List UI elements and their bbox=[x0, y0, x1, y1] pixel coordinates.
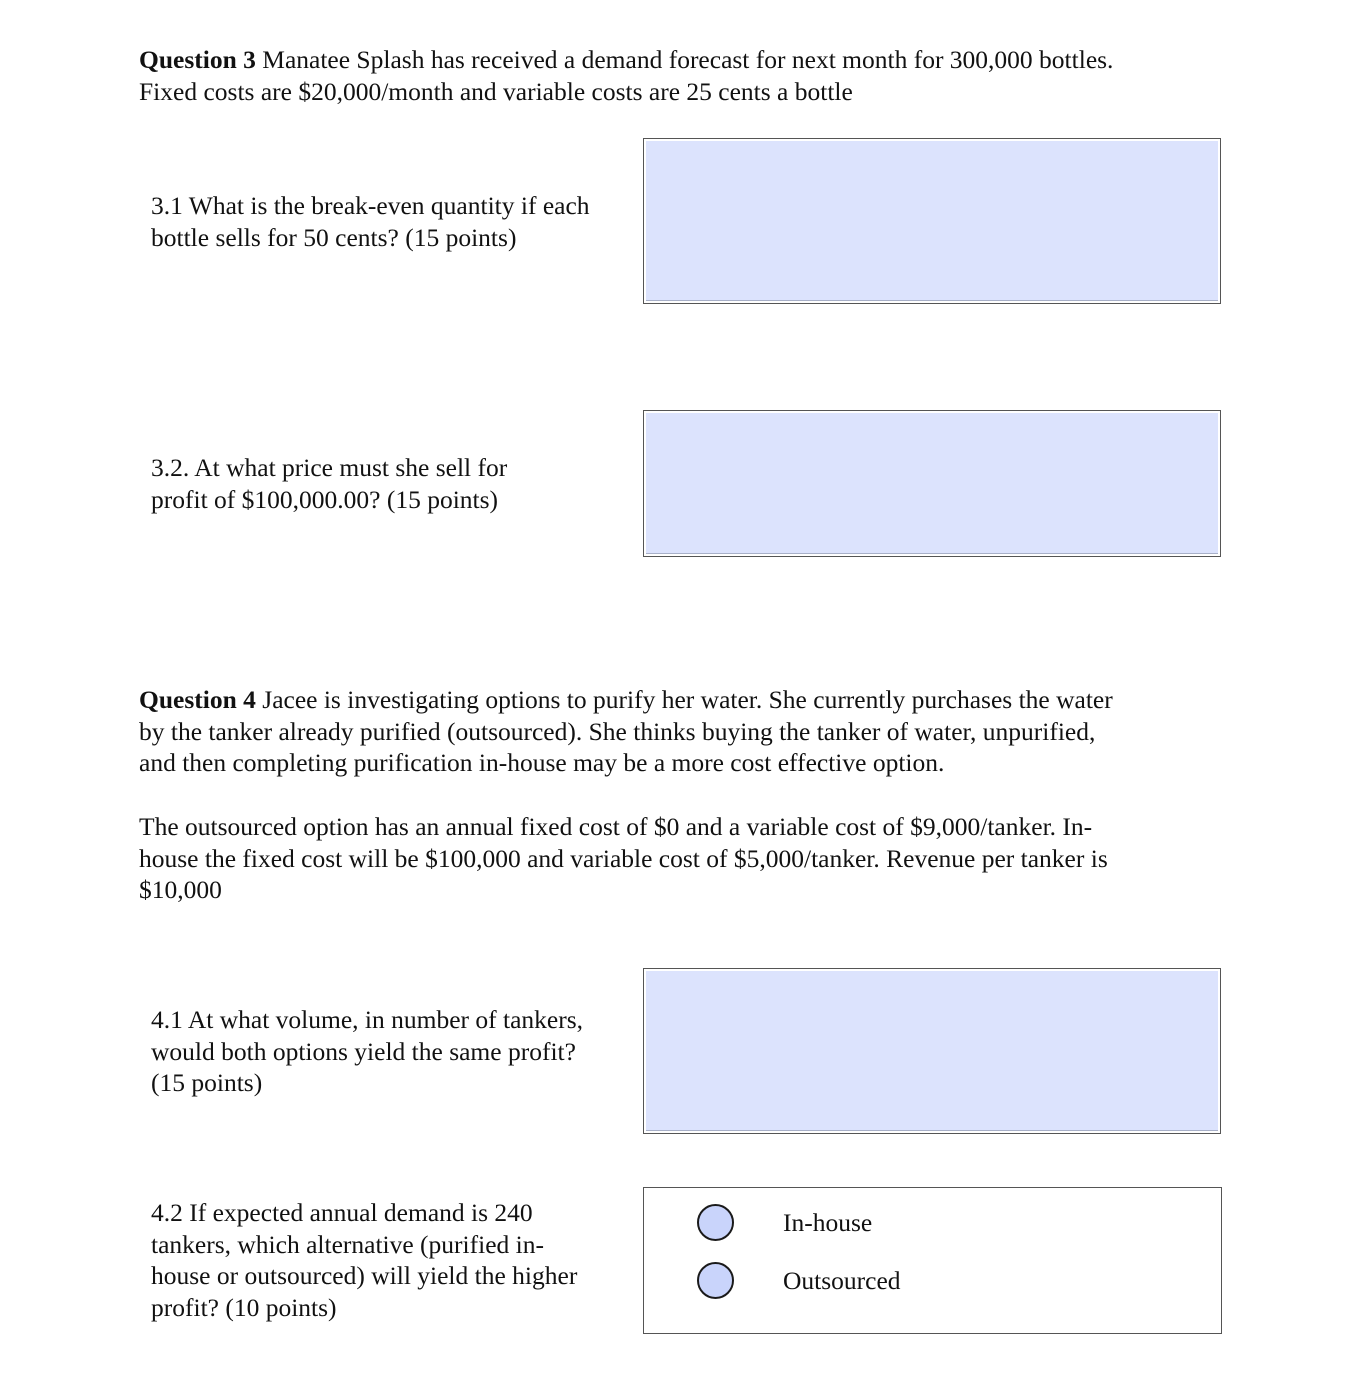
question-4-2-line1: 4.2 If expected annual demand is 240 bbox=[151, 1198, 533, 1227]
question-3-heading: Question 3 bbox=[139, 45, 256, 74]
question-4-2-prompt bbox=[151, 1197, 631, 1323]
radio-option-outsourced[interactable] bbox=[644, 1259, 1221, 1305]
question-3-1-line1: 3.1 What is the break-even quantity if each bbox=[151, 191, 590, 220]
question-4-1-line3: (15 points) bbox=[151, 1068, 263, 1097]
answer-field-3-1 bbox=[643, 138, 1221, 304]
answer-field-4-1 bbox=[643, 968, 1221, 1134]
question-4-1-line1: 4.1 At what volume, in number of tankers, bbox=[151, 1005, 584, 1034]
radio-option-in-house[interactable] bbox=[644, 1201, 1221, 1247]
question-3-1-line2: bottle sells for 50 cents? (15 points) bbox=[151, 222, 517, 252]
question-3-2-line1: 3.2. At what price must she sell for bbox=[151, 453, 508, 482]
question-3-1-prompt bbox=[151, 190, 631, 253]
answer-input-3-1[interactable] bbox=[644, 139, 1220, 303]
answer-input-4-1[interactable] bbox=[644, 969, 1220, 1133]
radio-button-outsourced[interactable] bbox=[697, 1262, 734, 1299]
question-3-text-line2: Fixed costs are $20,000/month and variable costs are 25 cents a bottle bbox=[139, 76, 853, 106]
answer-radio-group-4-2 bbox=[643, 1187, 1222, 1334]
question-4-p1-line2: by the tanker already purified (outsourced). She thinks buying the tanker of water, unpurified, bbox=[139, 716, 1096, 746]
question-4-2-line4: profit? (10 points) bbox=[151, 1292, 337, 1322]
question-4-cost-paragraph bbox=[139, 811, 1219, 906]
question-4-2-line2: tankers, which alternative (purified in- bbox=[151, 1229, 544, 1259]
question-4-heading: Question 4 bbox=[139, 685, 256, 714]
question-3-intro bbox=[139, 44, 1219, 107]
radio-label-outsourced: Outsourced bbox=[783, 1266, 901, 1295]
question-4-1-prompt bbox=[151, 1004, 631, 1099]
answer-input-3-2[interactable] bbox=[644, 411, 1220, 556]
radio-button-in-house[interactable] bbox=[697, 1204, 734, 1241]
question-4-p2-line2: house the fixed cost will be $100,000 and variable cost of $5,000/tanker. Revenue per tanker is bbox=[139, 843, 1108, 873]
question-3-text-line1: Manatee Splash has received a demand forecast for next month for 300,000 bottles. bbox=[262, 45, 1114, 74]
question-4-p1-line3: and then completing purification in-house may be a more cost effective option. bbox=[139, 748, 945, 777]
question-4-1-line2: would both options yield the same profit? bbox=[151, 1036, 576, 1066]
question-3-2-line2: profit of $100,000.00? (15 points) bbox=[151, 484, 499, 514]
question-4-p2-line3: $10,000 bbox=[139, 875, 222, 904]
question-4-p1-line1: Jacee is investigating options to purify her water. She currently purchases the water bbox=[262, 685, 1113, 714]
question-4-intro bbox=[139, 684, 1219, 779]
question-4-p2-line1: The outsourced option has an annual fixed cost of $0 and a variable cost of $9,000/tanker. In- bbox=[139, 812, 1093, 841]
radio-label-in-house: In-house bbox=[783, 1208, 873, 1237]
question-4-2-line3: house or outsourced) will yield the higher bbox=[151, 1261, 578, 1290]
answer-field-3-2 bbox=[643, 410, 1221, 557]
question-3-2-prompt bbox=[151, 452, 631, 515]
